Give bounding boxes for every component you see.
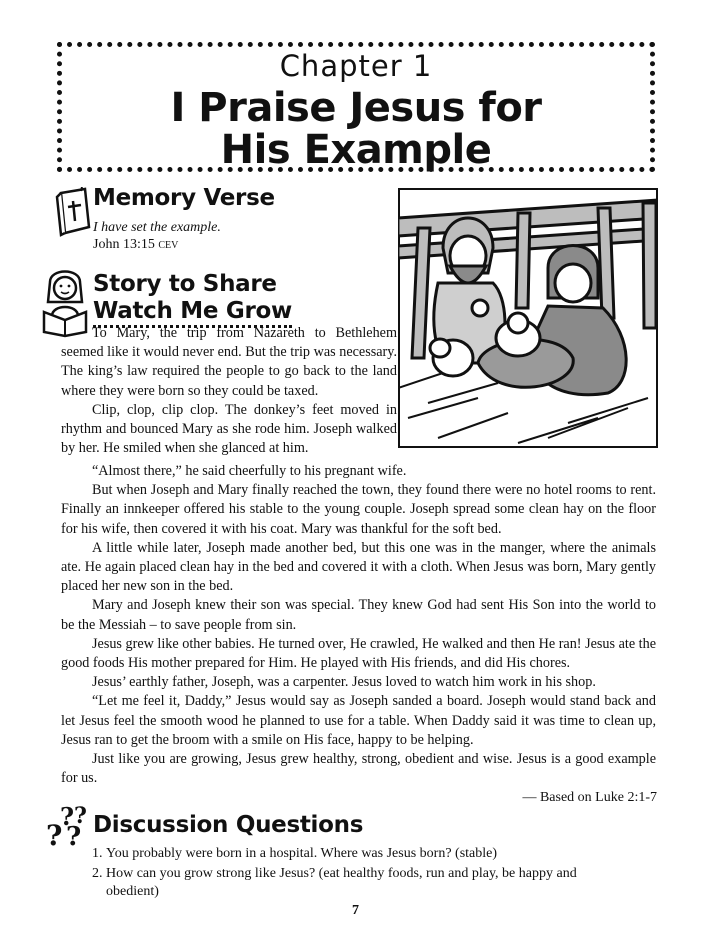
story-narrow-text bbox=[61, 324, 397, 458]
question-text: You probably were born in a hospital. Where was Jesus born? (stable) bbox=[106, 846, 498, 861]
question-number: 1. bbox=[92, 846, 103, 861]
story-paragraph: Just like you are growing, Jesus grew healthy, strong, obedient and wise. Jesus is a good example for us. bbox=[61, 751, 656, 787]
memory-verse-heading: Memory Verse bbox=[93, 185, 275, 211]
story-paragraph: “Let me feel it, Daddy,” Jesus would say as Joseph sanded a board. Joseph would stand back and let Jesus feel the smooth wood he planned to use for a table. When Daddy said it was time to clean up, Jesus ran to get the broom with a smile on His face, happy to be helping. bbox=[61, 693, 656, 748]
story-paragraph: Mary and Joseph knew their son was special. They knew God had sent His Son into the world to be the Messiah – to save people from sin. bbox=[61, 597, 656, 633]
nativity-illustration bbox=[398, 188, 658, 448]
story-paragraph: A little while later, Joseph made another bed, but this one was in the manger, where the animals ate. He again placed clean hay in the bed and covered it with a cloth. When Jesus was born, Mary gently placed her new son in the bed. bbox=[61, 539, 656, 595]
page-number: 7 bbox=[352, 903, 359, 918]
story-paragraph: Jesus grew like other babies. He turned over, He crawled, He walked and then He ran! Jesus ate the good foods His mother prepared for Him. He played with His friends, and did His chores. bbox=[61, 635, 656, 672]
page-title-line-2: His Example bbox=[220, 127, 492, 173]
version-text: CEV bbox=[158, 240, 179, 251]
list-item bbox=[92, 845, 622, 863]
story-paragraph: To Mary, the trip from Nazareth to Bethlehem seemed like it would never end. But the trip was necessary. The king’s law required the people to go back to the land where they were born so they could be taxed. bbox=[61, 325, 397, 399]
story-paragraph: Clip, clop, clip clop. The donkey’s feet moved in rhythm and bounced Mary as she rode him. Joseph walked by her. He smiled when she glanced at him. bbox=[61, 401, 397, 457]
story-heading: Story to Share bbox=[93, 271, 277, 297]
page-title-line-1: I Praise Jesus for bbox=[170, 85, 542, 131]
story-paragraph: Jesus’ earthly father, Joseph, was a carpenter. Jesus loved to watch him work in his shop. bbox=[92, 674, 596, 691]
story-title: Watch Me Grow bbox=[93, 298, 292, 328]
reference-text: John 13:15 bbox=[93, 237, 155, 252]
discussion-heading: Discussion Questions bbox=[93, 812, 364, 838]
chapter-title-box bbox=[57, 42, 655, 172]
svg-text:?: ? bbox=[46, 819, 63, 851]
question-number: 2. bbox=[92, 866, 103, 881]
question-text: How can you grow strong like Jesus? (eat healthy foods, run and play, be happy and obedient) bbox=[106, 866, 577, 899]
discussion-question-list bbox=[92, 845, 622, 901]
memory-verse-text: I have set the example. bbox=[93, 220, 221, 235]
bible-icon bbox=[53, 187, 93, 237]
list-item bbox=[92, 865, 622, 901]
memory-verse-reference bbox=[93, 237, 178, 253]
story-paragraph: But when Joseph and Mary finally reached the town, they found there were no hotel rooms to rent. Finally an innkeeper offered his stable to the young couple. Joseph spread some clean hay on the floor for his wife, then covered it with his coat. Mary was thankful for the soft bed. bbox=[61, 482, 656, 537]
svg-text:?: ? bbox=[74, 803, 87, 829]
svg-text:?: ? bbox=[66, 822, 82, 851]
svg-text:?: ? bbox=[60, 802, 75, 831]
chapter-label: Chapter 1 bbox=[279, 49, 433, 83]
story-body-text bbox=[61, 462, 656, 788]
story-attribution: — Based on Luke 2:1-7 bbox=[522, 790, 657, 805]
question-marks-icon bbox=[44, 801, 94, 851]
story-paragraph: “Almost there,” he said cheerfully to his pregnant wife. bbox=[92, 463, 407, 479]
